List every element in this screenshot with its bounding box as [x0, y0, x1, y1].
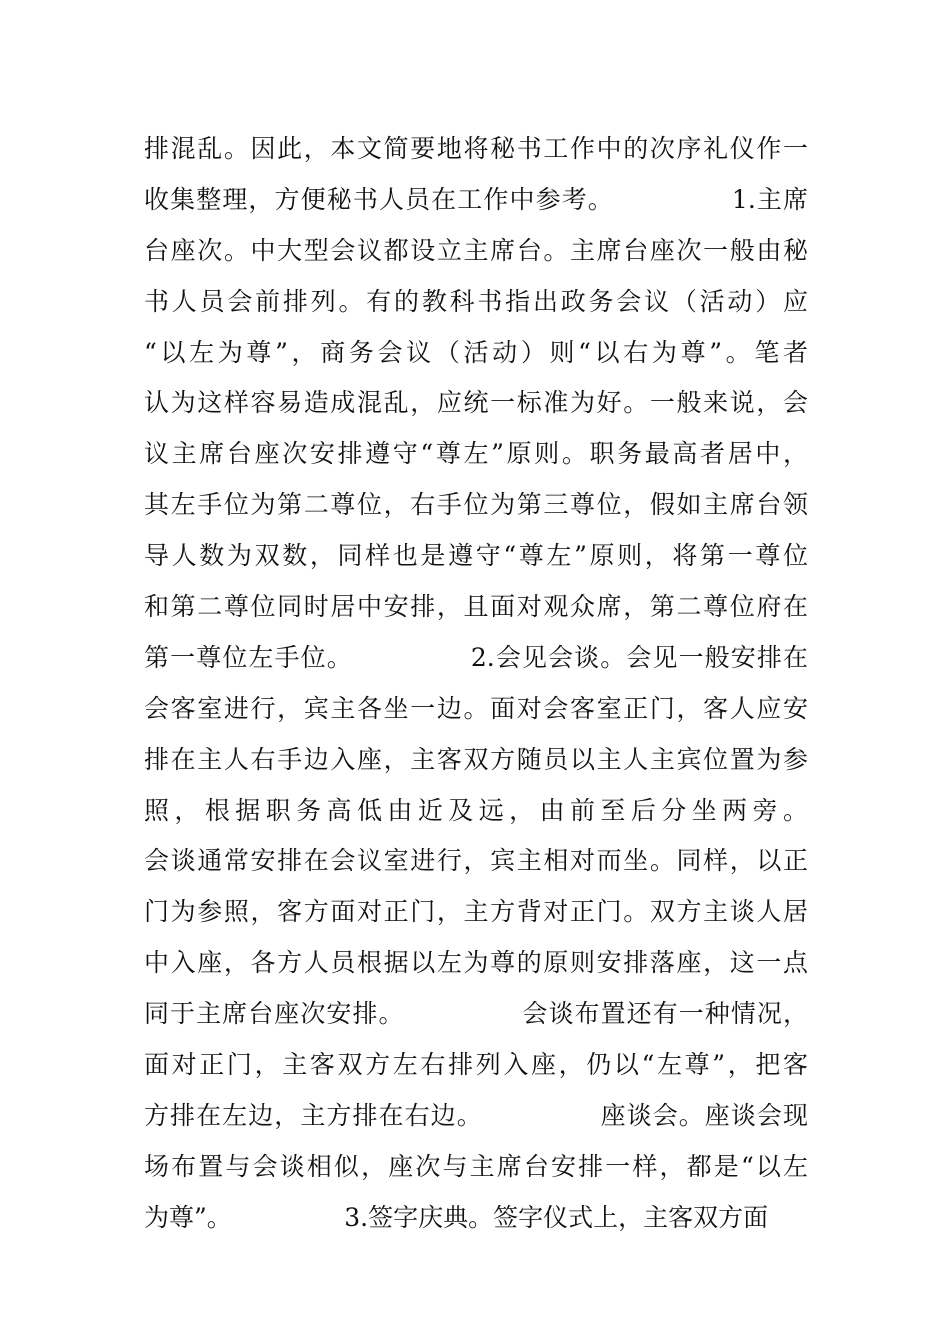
text-line: 会谈通常安排在会议室进行，宾主相对而坐。同样，以正	[144, 846, 808, 876]
text-line: 中入座，各方人员根据以左为尊的原则安排落座，这一点	[144, 948, 808, 978]
text-line: 排在主人右手边入座，主客双方随员以主人主宾位置为参	[144, 744, 808, 774]
text-line: 导人数为双数，同样也是遵守“尊左”原则，将第一尊位	[144, 541, 808, 571]
text-line: 其左手位为第二尊位，右手位为第三尊位，假如主席台领	[144, 490, 808, 520]
text-line: 书人员会前排列。有的教科书指出政务会议（活动）应	[144, 286, 808, 316]
text-line: 同于主席台座次安排。 会谈布置还有一种情况，	[144, 999, 808, 1029]
text-line: 议主席台座次安排遵守“尊左”原则。职务最高者居中，	[144, 439, 808, 469]
text-line: 场布置与会谈相似，座次与主席台安排一样，都是“以左	[144, 1151, 808, 1181]
text-line: 排混乱。因此，本文简要地将秘书工作中的次序礼仪作一	[144, 134, 808, 163]
text-line: 台座次。中大型会议都设立主席台。主席台座次一般由秘	[144, 235, 808, 265]
text-line: 门为参照，客方面对正门，主方背对正门。双方主谈人居	[144, 897, 808, 927]
text-line: 认为这样容易造成混乱，应统一标准为好。一般来说，会	[144, 388, 808, 418]
text-line: 方排在左边，主方排在右边。 座谈会。座谈会现	[144, 1100, 808, 1130]
body-text	[144, 124, 808, 1244]
text-line: 收集整理，方便秘书人员在工作中参考。 1.主席	[144, 184, 808, 214]
text-line: 面对正门，主客双方左右排列入座，仍以“左尊”，把客	[144, 1050, 808, 1080]
text-line: “以左为尊”，商务会议（活动）则“以右为尊”。笔者	[144, 337, 808, 367]
text-line: 会客室进行，宾主各坐一边。面对会客室正门，客人应安	[144, 693, 808, 723]
text-line: 第一尊位左手位。 2.会见会谈。会见一般安排在	[144, 642, 808, 672]
text-line: 照，根据职务高低由近及远，由前至后分坐两旁。	[144, 795, 808, 825]
text-line: 和第二尊位同时居中安排，且面对观众席，第二尊位府在	[144, 592, 808, 622]
text-line: 为尊”。 3.签字庆典。签字仪式上，主客双方面	[144, 1202, 769, 1232]
